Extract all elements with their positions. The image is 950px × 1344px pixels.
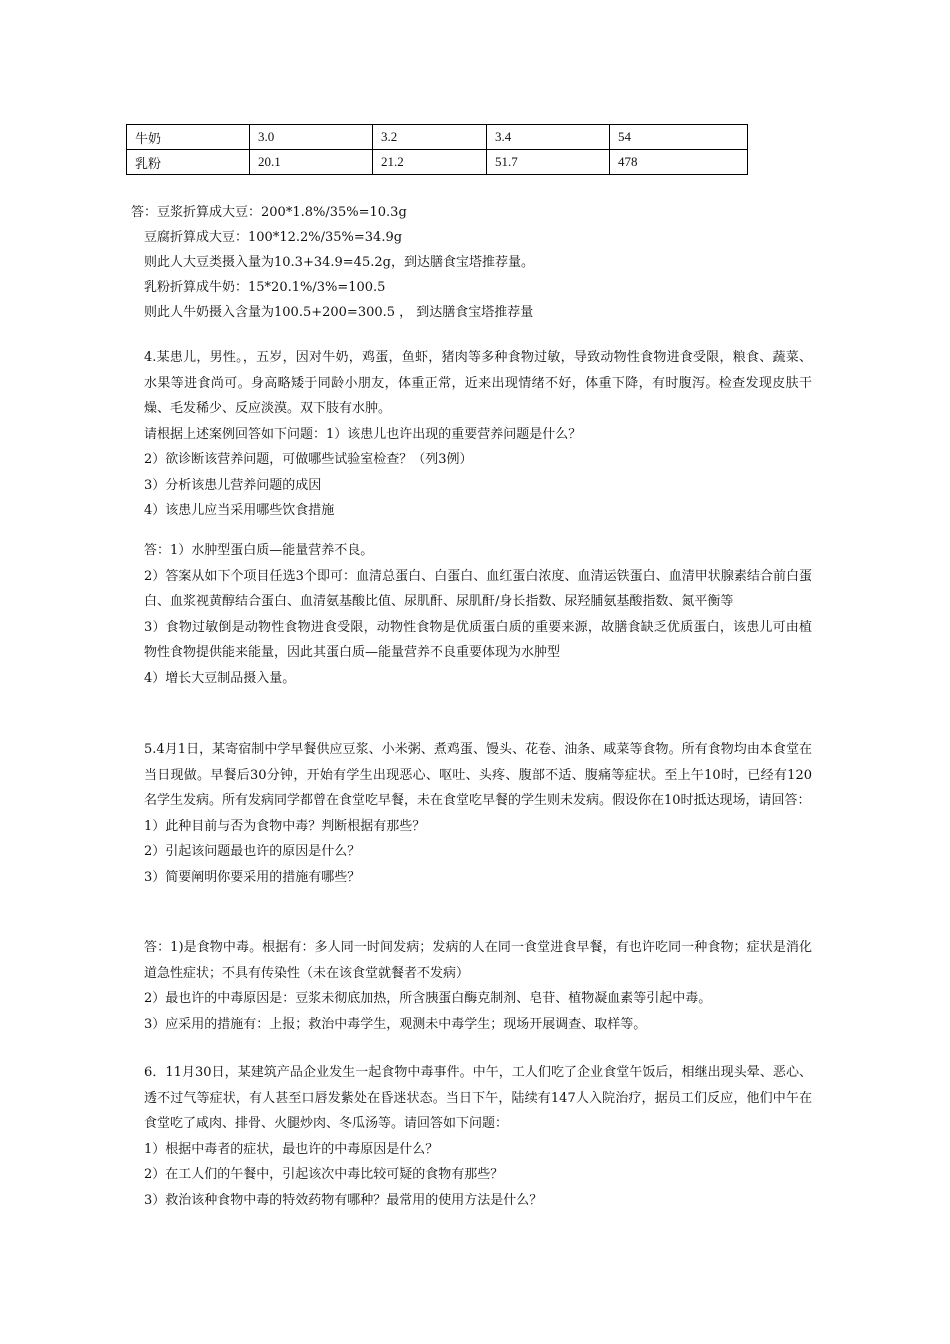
question-line: 1）根据中毒者的症状，最也许的中毒原因是什么？ — [144, 1141, 439, 1157]
question-line: 2）在工人们的午餐中，引起该次中毒比较可疑的食物有那些？ — [144, 1167, 504, 1182]
table-row — [127, 125, 748, 150]
answer-line: 4）增长大豆制品摄入量。 — [144, 670, 296, 686]
question-line: 2）引起该问题最也许的原因是什么？ — [144, 844, 361, 859]
question-line: 2）欲诊断该营养问题，可做哪些试验室检查？（列3例） — [144, 452, 473, 467]
answer-3-block — [131, 200, 534, 325]
nutrition-table — [126, 124, 748, 175]
question-text: 4.某患儿，男性。，五岁，因对牛奶，鸡蛋，鱼虾，猪肉等多种食物过敏，导致动物性食物进食受限，粮食、蔬菜、水果等进食尚可。身高略矮于同龄小朋友，体重正常，近来出现情绪不好，体重下降，有时腹泻。检查发现皮肤干燥、毛发稀少、反应淡漠。双下肢有水肿。 — [144, 350, 812, 416]
answer-line: 答：豆浆折算成大豆：200*1.8%/35%=10.3g — [131, 205, 407, 220]
table-cell: 51.7 — [487, 150, 610, 175]
table-cell: 21.2 — [373, 150, 487, 175]
answer-line: 乳粉折算成牛奶：15*20.1%/3%=100.5 — [144, 280, 386, 295]
answer-4-block — [144, 538, 812, 691]
question-line: 3）简要阐明你要采用的措施有哪些？ — [144, 869, 361, 885]
answer-line: 2）最也许的中毒原因是：豆浆未彻底加热，所含胰蛋白酶克制剂、皂苷、植物凝血素等引起中毒。 — [144, 991, 712, 1006]
table-cell: 20.1 — [250, 150, 373, 175]
question-6-block — [144, 1060, 812, 1213]
answer-text: 3）食物过敏倒是动物性食物进食受限，动物性食物是优质蛋白质的重要来源，故膳食缺乏优质蛋白，该患儿可由植物性食物提供能来能量，因此其蛋白质—能量营养不良重要体现为水肿型 — [144, 619, 812, 660]
table-cell: 3.2 — [373, 125, 487, 150]
answer-text: 2）答案从如下个项目任选3个即可：血清总蛋白、白蛋白、血红蛋白浓度、血清运铁蛋白、血清甲状腺素结合前白蛋白、血浆视黄醇结合蛋白、血清氨基酸比值、尿肌酐、尿肌酐/身长指数、尿羟脯氨基酸指数、氮平衡等 — [144, 568, 812, 609]
answer-line: 则此人牛奶摄入含量为100.5+200=300.5 ， 到达膳食宝塔推荐量 — [144, 305, 534, 320]
answer-line: 豆腐折算成大豆：100*12.2%/35%=34.9g — [144, 230, 403, 245]
table-cell: 54 — [610, 125, 748, 150]
answer-line: 3）应采用的措施有：上报；救治中毒学生，观测未中毒学生；现场开展调查、取样等。 — [144, 1016, 647, 1032]
answer-text: 答：1)是食物中毒。根据有：多人同一时间发病；发病的人在同一食堂进食早餐，有也许吃同一种食物；症状是消化道急性症状；不具有传染性（未在该食堂就餐者不发病） — [144, 940, 812, 981]
question-text: 5.4月1日，某寄宿制中学早餐供应豆浆、小米粥、煮鸡蛋、馒头、花卷、油条、咸菜等食物。所有食物均由本食堂在当日现做。早餐后30分钟，开始有学生出现恶心、呕吐、头疼、腹部不适、腹痛等症状。至上午10时，已经有120名学生发病。所有发病同学都曾在食堂吃早餐，未在食堂吃早餐的学生则未发病。假设你在10时抵达现场，请回答： — [144, 742, 812, 808]
table-cell: 3.4 — [487, 125, 610, 150]
question-line: 3）分析该患儿营养问题的成因 — [144, 477, 322, 493]
table-cell: 3.0 — [250, 125, 373, 150]
question-text: 6．11月30日，某建筑产品企业发生一起食物中毒事件。中午，工人们吃了企业食堂午饭后，相继出现头晕、恶心、透不过气等症状，有人甚至口唇发紫处在昏迷状态。当日下午，陆续有147人入院治疗，据员工们反应，他们中午在食堂吃了咸肉、排骨、火腿炒肉、冬瓜汤等。请回答如下问题： — [144, 1065, 812, 1131]
question-line: 4）该患儿应当采用哪些饮食措施 — [144, 503, 335, 518]
answer-line: 答：1）水肿型蛋白质—能量营养不良。 — [144, 543, 374, 558]
table-row — [127, 150, 748, 175]
table-cell: 478 — [610, 150, 748, 175]
table-cell: 乳粉 — [127, 150, 250, 175]
table-cell: 牛奶 — [127, 125, 250, 150]
answer-line: 则此人大豆类摄入量为10.3+34.9=45.2g，到达膳食宝塔推荐量。 — [144, 255, 534, 270]
question-line: 1）此种目前与否为食物中毒？判断根据有那些？ — [144, 818, 426, 834]
question-line: 3）救治该种食物中毒的特效药物有哪种？最常用的使用方法是什么？ — [144, 1192, 543, 1208]
question-5-block — [144, 737, 812, 890]
question-line: 请根据上述案例回答如下问题：1）该患儿也许出现的重要营养问题是什么？ — [144, 426, 582, 442]
question-4-block — [144, 345, 812, 524]
answer-5-block — [144, 935, 812, 1037]
